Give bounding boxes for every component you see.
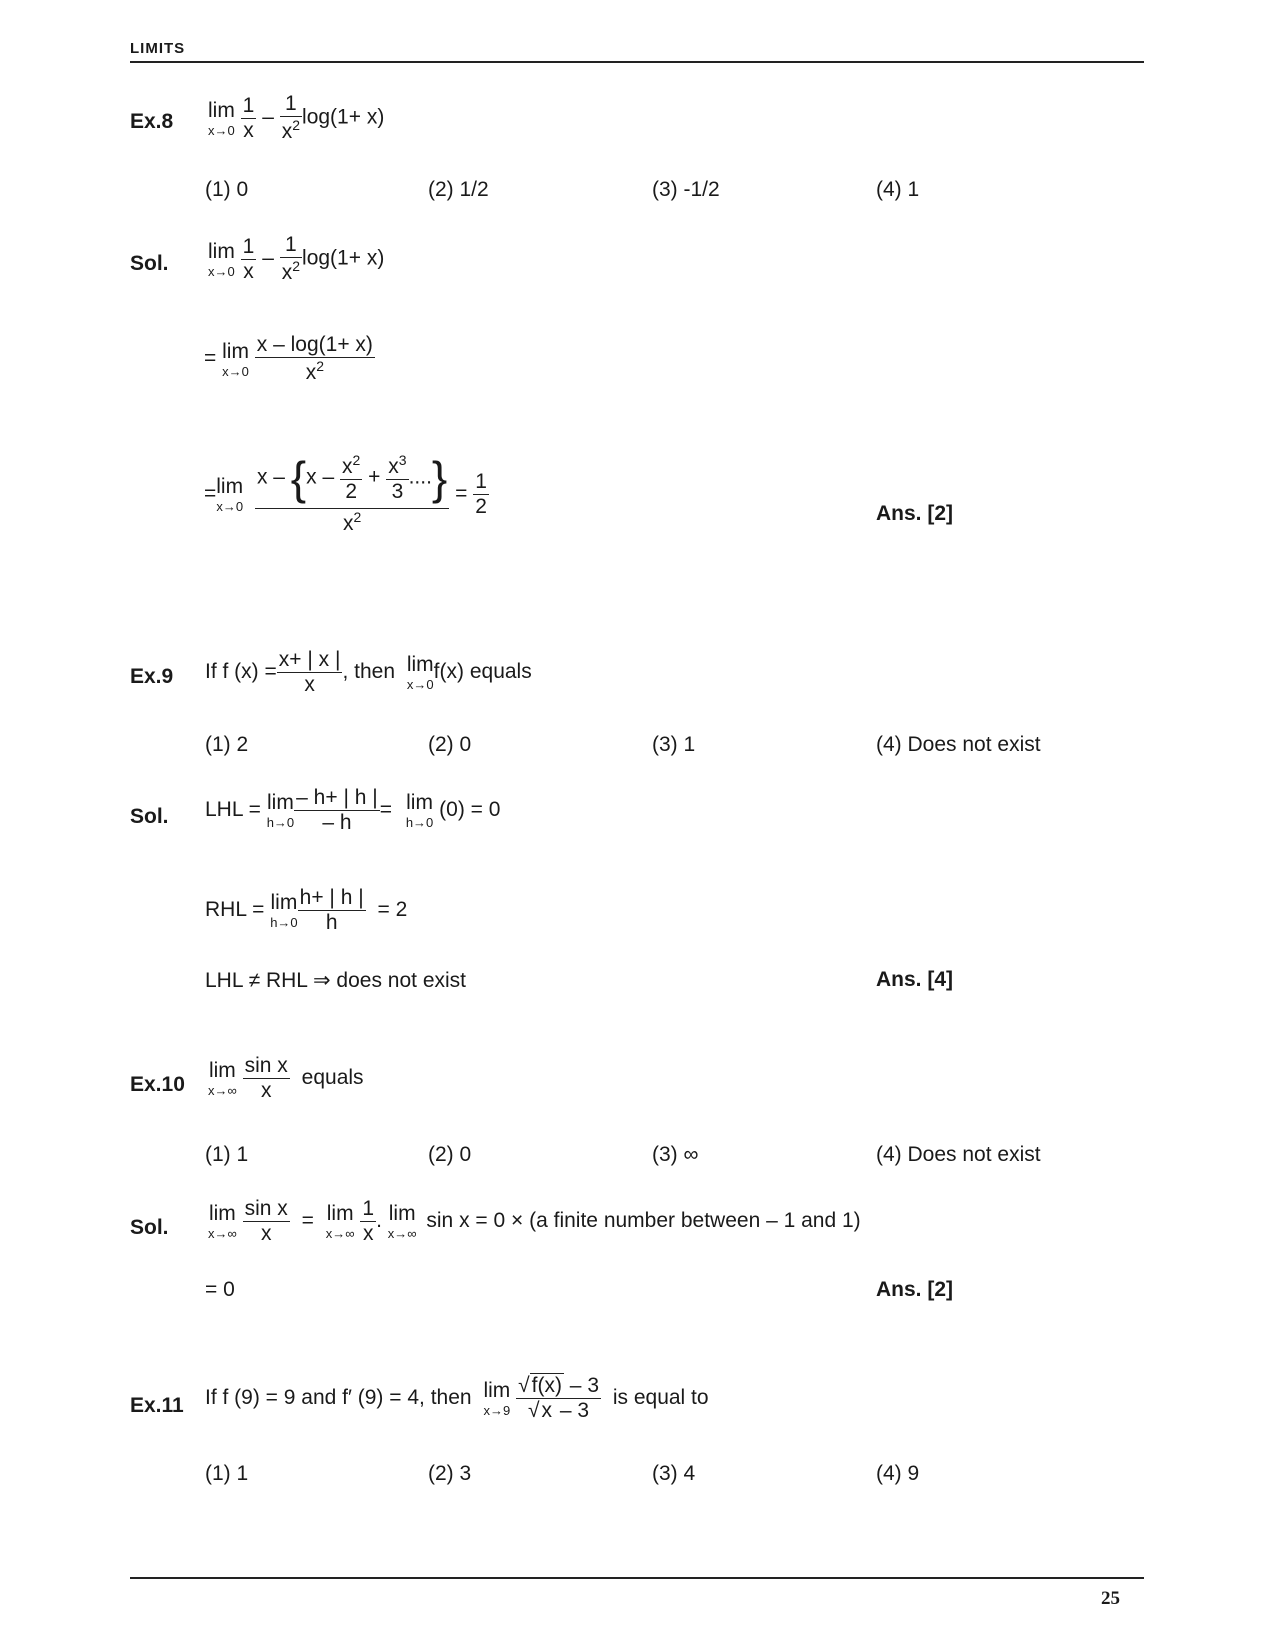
ex11-label: Ex.11: [130, 1394, 184, 1417]
ex11-option-2: (2) 3: [428, 1462, 472, 1485]
fraction: x – {x – $\frac{x^2}{2}$ + $\frac{x^3}{3}$ ....} $x^2$: [256, 452, 448, 536]
ex8-option-1: (1) 0: [205, 178, 249, 201]
ex9-question: If f (x) = $\frac{x+ | x |}{x}$ , then lim x→0 f(x) equals: [205, 648, 532, 697]
ex9-sol-label: Sol.: [130, 805, 169, 828]
ex9-conclusion: LHL ≠ RHL ⇒ does not exist: [205, 969, 467, 992]
ex9-label: Ex.9: [130, 665, 174, 688]
fraction: $\frac{x^2}{2}$: [342, 452, 361, 504]
ex10-option-3: (3) ∞: [652, 1143, 699, 1166]
fraction: $\frac{- h+ | h |}{- h}$: [296, 786, 378, 835]
ex9-answer: Ans. [4]: [876, 968, 954, 991]
fraction: $\frac{1}{2}$: [475, 469, 487, 518]
limit-operator: lim x→∞: [325, 1202, 355, 1242]
fraction: $\frac{1}{x}$: [362, 1197, 375, 1246]
page-number: 25: [1101, 1588, 1120, 1609]
ex10-answer: Ans. [2]: [876, 1278, 954, 1301]
sqrt-icon: √: [528, 1399, 540, 1423]
limit-operator: lim x→0: [208, 239, 235, 279]
left-brace: {: [290, 452, 307, 505]
ex9-sol-rhl: RHL = lim h→0 $\frac{h+ | h |}{h}$ = 2: [205, 886, 408, 935]
limit-operator: lim h→0: [266, 791, 295, 831]
right-brace: }: [431, 452, 448, 505]
ex9-option-2: (2) 0: [428, 733, 472, 756]
ex8-sol-step3: = lim x→0 x – {x – $\frac{x^2}{2}$ + $\frac{x^3}{3}$ ....} $x^2$ = $\frac{1}{2}$: [204, 452, 487, 536]
fraction: $\frac{√f(x) - 3}{√x - 3}$: [518, 1374, 599, 1423]
limit-operator: lim x→∞: [387, 1202, 417, 1242]
ex9-option-1: (1) 2: [205, 733, 249, 756]
limit-operator: lim x→9: [483, 1379, 511, 1419]
fraction: $\frac{h+ | h |}{h}$: [299, 886, 364, 935]
ex11-question: If f (9) = 9 and f′ (9) = 4, then lim x→9 $\frac{√f(x) - 3}{√x - 3}$ is equal to: [205, 1374, 709, 1423]
ex9-sol-lhl: LHL = lim h→0 $\frac{- h+ | h |}{- h}$ = lim h→0 (0) = 0: [205, 786, 501, 835]
limit-operator: lim x→0: [216, 474, 244, 514]
limit-operator: lim x→0: [222, 339, 249, 379]
limit-operator: lim h→0: [270, 891, 298, 931]
fraction: $\frac{x^3}{3}$: [388, 452, 407, 504]
ex8-answer: Ans. [2]: [876, 502, 954, 525]
fraction: $\frac{x - \log(1+ x)}{x^2}$: [256, 333, 373, 385]
ex10-sol-step1: lim x→∞ $\frac{\text{sin x}}{x}$ = lim x→∞ $\frac{1}{x}$ . lim x→∞ sin x = 0 × (a finite number between – 1 and 1): [208, 1197, 861, 1246]
ex8-sol-label: Sol.: [130, 252, 169, 275]
ex9-option-4: (4) Does not exist: [876, 733, 1041, 756]
ex8-option-2: (2) 1/2: [428, 178, 489, 201]
limit-operator: lim x→0: [208, 98, 235, 138]
sqrt-icon: √: [518, 1374, 530, 1397]
fraction: $\frac{\text{sin x}}{x}$: [244, 1054, 288, 1103]
fraction: $\frac{1}{x^2}$: [281, 92, 301, 144]
ex8-option-4: (4) 1: [876, 178, 920, 201]
ex11-option-4: (4) 9: [876, 1462, 920, 1485]
fraction: $\frac{1}{x}$: [242, 93, 255, 142]
ex8-sol-step2: = lim x→0 $\frac{x - \log(1+ x)}{x^2}$: [204, 333, 373, 385]
ex8-sol-step1: lim x→0 $\frac{1}{x}$ – $\frac{1}{x^2}$ log(1+ x): [208, 233, 385, 285]
ex10-option-2: (2) 0: [428, 1143, 472, 1166]
fraction: $\frac{1}{x}$: [242, 234, 255, 283]
limit-operator: lim h→0: [405, 791, 434, 831]
limit-operator: lim x→0: [406, 653, 434, 693]
ex10-option-1: (1) 1: [205, 1143, 249, 1166]
header-rule: [130, 61, 1144, 63]
ex11-option-3: (3) 4: [652, 1462, 696, 1485]
ex9-option-3: (3) 1: [652, 733, 696, 756]
ex8-option-3: (3) -1/2: [652, 178, 720, 201]
fraction: $\frac{\text{sin x}}{x}$: [244, 1197, 288, 1246]
ex10-label: Ex.10: [130, 1073, 185, 1096]
ex8-question: lim x→0 $\frac{1}{x}$ – $\frac{1}{x^2}$ log(1+ x): [208, 92, 385, 144]
limit-operator: lim x→∞: [208, 1202, 237, 1242]
fraction: $\frac{x+ | x |}{x}$: [278, 648, 341, 697]
limit-operator: lim x→∞: [208, 1059, 237, 1099]
fraction: $\frac{1}{x^2}$: [281, 233, 301, 285]
ex10-question: lim x→∞ $\frac{\text{sin x}}{x}$ equals: [208, 1054, 364, 1103]
running-header: LIMITS: [130, 40, 186, 57]
ex11-option-1: (1) 1: [205, 1462, 249, 1485]
ex10-option-4: (4) Does not exist: [876, 1143, 1041, 1166]
ex10-result: = 0: [205, 1278, 235, 1301]
ex8-label: Ex.8: [130, 110, 174, 133]
ex10-sol-label: Sol.: [130, 1216, 169, 1239]
footer-rule: [130, 1577, 1144, 1579]
